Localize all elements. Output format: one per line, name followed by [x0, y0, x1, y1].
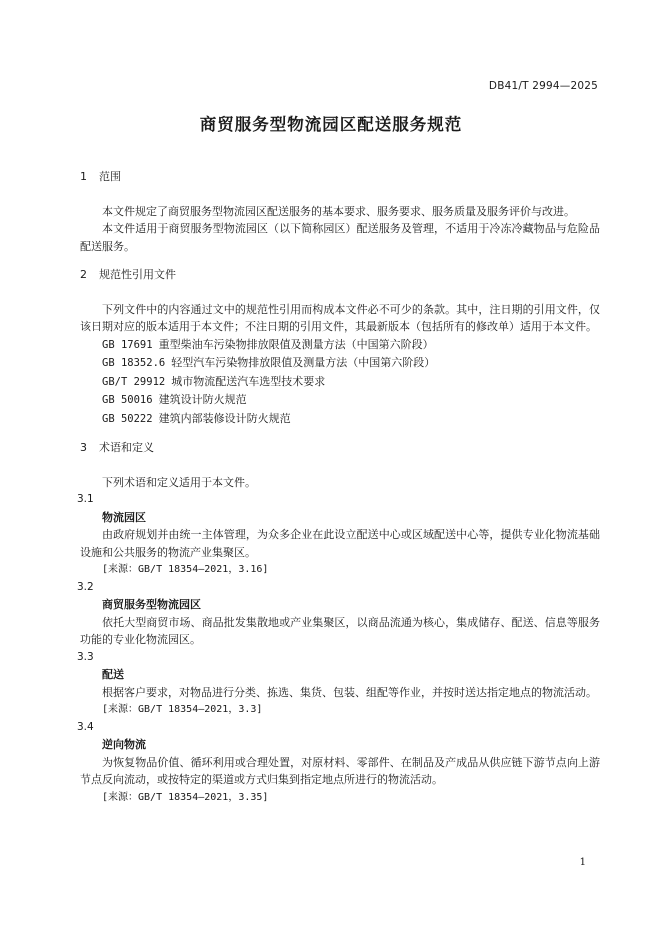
reference-list: [80, 336, 600, 429]
section-1-heading: [80, 168, 600, 186]
section-title: 规范性引用文件: [99, 268, 176, 281]
section-number: 1: [80, 170, 87, 183]
term-definition: 根据客户要求，对物品进行分类、拣选、集货、包装、组配等作业，并按时送达指定地点的物流活动。: [102, 685, 597, 699]
reference-code: GB 50016: [102, 394, 153, 406]
doc-number: DB41/T 2994—2025: [488, 80, 598, 92]
reference-title: 轻型汽车污染物排放限值及测量方法（中国第六阶段）: [171, 356, 436, 369]
term-3-3: [77, 649, 600, 719]
term-3-1: [77, 491, 600, 579]
section-3-heading: [80, 439, 600, 457]
page-title: 商贸服务型物流园区配送服务规范: [199, 115, 463, 134]
section-1-paragraph: 本文件规定了商贸服务型物流园区配送服务的基本要求、服务要求、服务质量及服务评价与改进。: [102, 204, 575, 218]
term-number: 3.4: [77, 720, 94, 733]
section-number: 3: [80, 441, 87, 454]
section-title: 术语和定义: [99, 441, 154, 454]
term-name: 商贸服务型物流园区: [102, 598, 201, 611]
term-3-2: [77, 579, 600, 649]
reference-title: 城市物流配送汽车选型技术要求: [171, 374, 326, 388]
term-definition: 为恢复物品价值、循环利用或合理处置，对原材料、零部件、在制品及产成品从供应链下游节点向上游节点反向流动，或按特定的渠道或方式归集到指定地点所进行的物流活动。: [80, 755, 600, 786]
term-source: [来源：GB/T 18354—2021，3.35]: [102, 791, 269, 803]
section-2-heading: [80, 266, 600, 284]
reference-item: [80, 336, 600, 355]
term-name: 逆向物流: [102, 738, 146, 751]
term-source: [来源：GB/T 18354—2021，3.3]: [102, 704, 263, 715]
term-name: 物流园区: [102, 510, 146, 524]
section-title: 范围: [99, 170, 121, 183]
document-body: [77, 168, 600, 806]
reference-code: GB 17691: [102, 338, 153, 351]
reference-item: [80, 410, 600, 429]
term-number: 3.3: [77, 650, 94, 663]
term-3-4: [77, 719, 600, 807]
page-number: 1: [579, 857, 586, 868]
reference-code: GB 50222: [102, 412, 153, 425]
term-source: [来源：GB/T 18354—2021，3.16]: [102, 564, 269, 575]
reference-title: 建筑内部装修设计防火规范: [158, 411, 291, 425]
section-1-paragraph: 本文件适用于商贸服务型物流园区（以下简称园区）配送服务及管理，不适用于冷冻冷藏物品与危险品配送服务。: [80, 222, 600, 253]
section-number: 2: [80, 268, 87, 281]
reference-title: 建筑设计防火规范: [158, 393, 247, 406]
term-number: 3.2: [77, 580, 94, 593]
section-3-intro: 下列术语和定义适用于本文件。: [102, 475, 256, 489]
term-definition: 由政府规划并由统一主体管理，为众多企业在此设立配送中心或区域配送中心等，提供专业化物流基础设施和公共服务的物流产业集聚区。: [80, 528, 600, 559]
reference-code: GB/T 29912: [102, 375, 166, 388]
reference-code: GB 18352.6: [102, 357, 166, 369]
term-name: 配送: [102, 668, 124, 681]
term-definition: 依托大型商贸市场、商品批发集散地或产业集聚区，以商品流通为核心，集成储存、配送、信息等服务功能的专业化物流园区。: [80, 615, 600, 646]
reference-item: [80, 373, 600, 392]
reference-item: [80, 391, 600, 410]
term-number: 3.1: [77, 493, 94, 505]
reference-item: [80, 354, 600, 373]
section-2-intro: 下列文件中的内容通过文中的规范性引用而构成本文件必不可少的条款。其中，注日期的引用文件，仅该日期对应的版本适用于本文件；不注日期的引用文件，其最新版本（包括所有的修改单）适用于本文件。: [80, 302, 600, 333]
reference-title: 重型柴油车污染物排放限值及测量方法（中国第六阶段）: [158, 337, 434, 351]
